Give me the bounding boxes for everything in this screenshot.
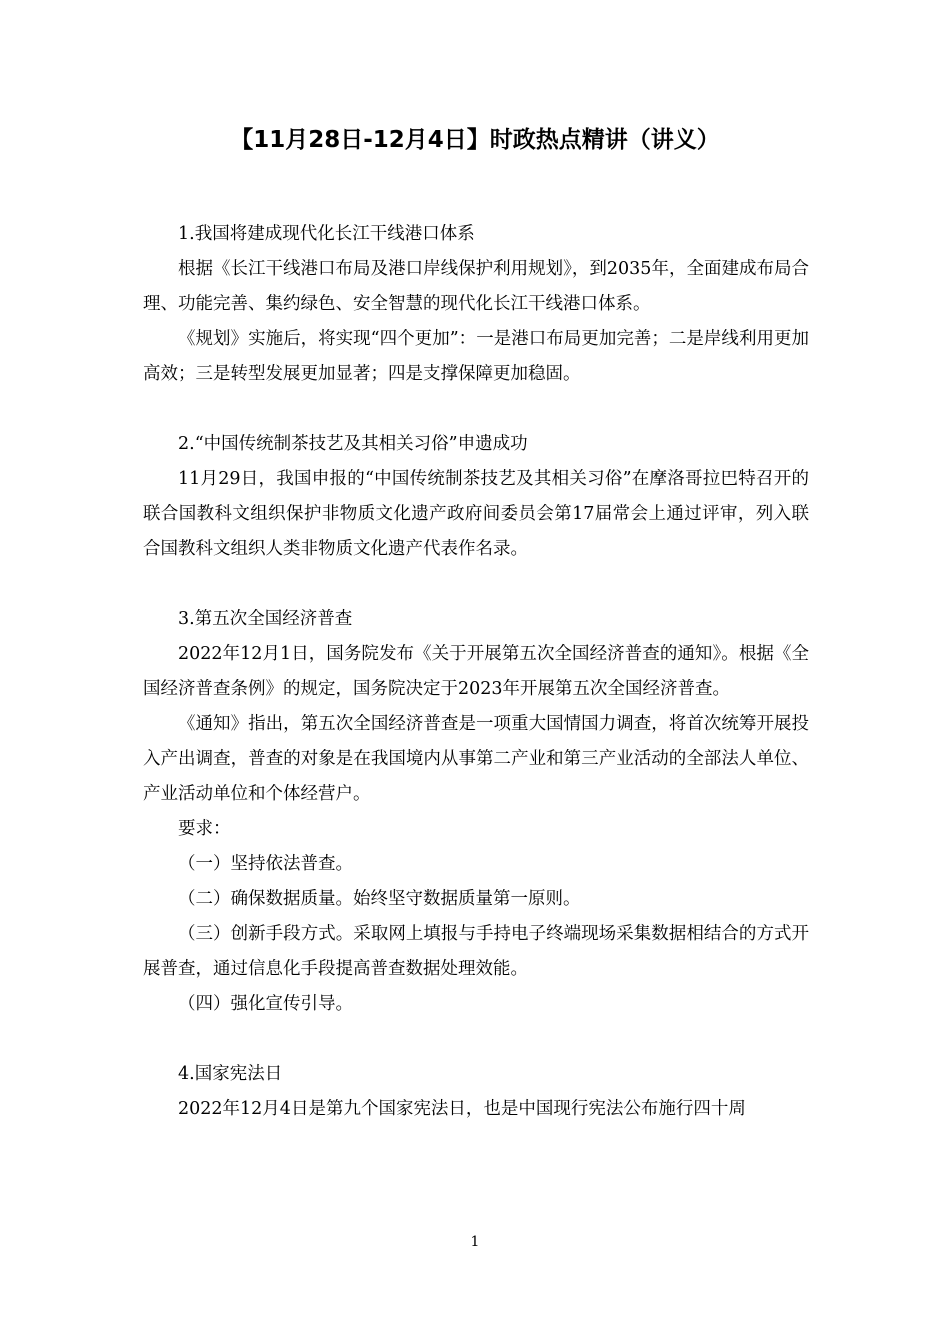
- body-paragraph: 2022年12月4日是第九个国家宪法日，也是中国现行宪法公布施行四十周: [178, 1099, 746, 1119]
- section-spacer: [143, 567, 809, 602]
- body-paragraph: 11月29日，我国申报的“中国传统制茶技艺及其相关习俗”在摩洛哥拉巴特召开的联合国教科文组织保护非物质文化遗产政府间委员会第17届常会上通过评审，列入联合国教科文组织人类非物质文化遗产代表作名录。: [143, 469, 809, 559]
- body-paragraph: 根据《长江干线港口布局及港口岸线保护利用规划》，到2035年，全面建成布局合理、功能完善、集约绿色、安全智慧的现代化长江干线港口体系。: [143, 259, 809, 314]
- section-spacer: [143, 1022, 809, 1057]
- list-item: （二）确保数据质量。始终坚守数据质量第一原则。: [178, 889, 581, 909]
- section-heading: 1.我国将建成现代化长江干线港口体系: [178, 224, 475, 244]
- document-title: 【11月28日-12月4日】时政热点精讲（讲义）: [230, 127, 720, 153]
- section-spacer: [143, 392, 809, 427]
- page-number: 1: [470, 1234, 480, 1250]
- section-heading: 2.“中国传统制茶技艺及其相关习俗”申遗成功: [178, 434, 528, 454]
- section-heading: 4.国家宪法日: [178, 1064, 283, 1084]
- list-item: （四）强化宣传引导。: [178, 994, 353, 1014]
- section-heading: 3.第五次全国经济普查: [178, 609, 353, 629]
- body-paragraph: 2022年12月1日，国务院发布《关于开展第五次全国经济普查的通知》。根据《全国经济普查条例》的规定，国务院决定于2023年开展第五次全国经济普查。: [143, 644, 809, 699]
- document-body: [143, 217, 809, 1127]
- body-paragraph: 要求：: [178, 819, 231, 839]
- list-item: （三）创新手段方式。采取网上填报与手持电子终端现场采集数据相结合的方式开展普查，通过信息化手段提高普查数据处理效能。: [143, 924, 809, 979]
- list-item: （一）坚持依法普查。: [178, 854, 353, 874]
- body-paragraph: 《通知》指出，第五次全国经济普查是一项重大国情国力调查，将首次统筹开展投入产出调查，普查的对象是在我国境内从事第二产业和第三产业活动的全部法人单位、产业活动单位和个体经营户。: [143, 714, 809, 804]
- body-paragraph: 《规划》实施后，将实现“四个更加”：一是港口布局更加完善；二是岸线利用更加高效；三是转型发展更加显著；四是支撑保障更加稳固。: [143, 329, 809, 384]
